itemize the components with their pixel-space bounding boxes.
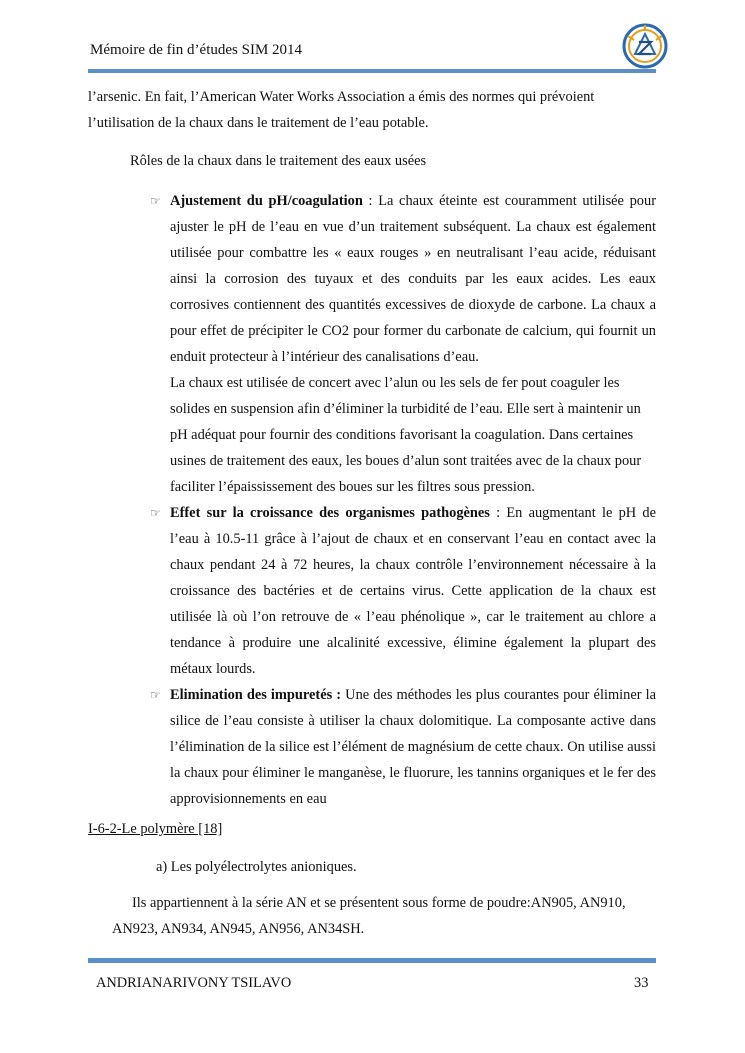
footer-author: ANDRIANARIVONY TSILAVO: [96, 975, 292, 991]
pointing-hand-icon: ☞: [150, 506, 161, 520]
section-heading: I-6-2-Le polymère [18]: [88, 821, 223, 837]
last-paragraph-line-2: AN923, AN934, AN945, AN956, AN34SH.: [112, 921, 365, 937]
bullet-title: Elimination des impuretés :: [170, 687, 342, 703]
header-rule: [88, 69, 656, 73]
pointing-hand-icon: ☞: [150, 194, 161, 208]
list-item: [88, 682, 656, 812]
bullet-title: Ajustement du pH/coagulation: [170, 193, 363, 209]
bullet-text: Une des méthodes les plus courantes pour éliminer la silice de l’eau consiste à utiliser la chaux dolomitique. La composante active dans l’élimination de la silice est l’élément de magnésium de cette chaux. On utilise aussi la chaux pour éliminer le manganèse, le fluorure, les tannins organiques et le fer des approvisionnements en eau: [170, 687, 656, 807]
sub-item: a) Les polyélectrolytes anioniques.: [156, 859, 357, 875]
page-number: 33: [634, 975, 649, 991]
bullet-text: : La chaux éteinte est couramment utilisée pour ajuster le pH de l’eau en vue d’un traitement subséquent. La chaux est également utilisée pour combattre les « eaux rouges » en neutralisant l’eau acide, réduisant ainsi la corrosion des tuyaux et des conduits par les eaux acides. Les eaux corrosives contiennent des quantités excessives de dioxyde de carbone. La chaux a pour effet de précipiter le CO2 pour former du carbonate de calcium, qui fournit un enduit protecteur à l’intérieur des canalisations d’eau.: [170, 193, 656, 365]
intro-line-2: l’utilisation de la chaux dans le traitement de l’eau potable.: [88, 115, 429, 131]
footer-rule: [88, 958, 656, 963]
last-paragraph: [88, 890, 656, 942]
school-logo: [620, 22, 670, 70]
last-paragraph-line-1: Ils appartiennent à la série AN et se présentent sous forme de poudre:AN905, AN910,: [132, 895, 626, 911]
list-item: [88, 188, 656, 500]
bullet-text-continued: La chaux est utilisée de concert avec l’alun ou les sels de fer pout coaguler les solides en suspension afin d’éliminer la turbidité de l’eau. Elle sert à maintenir un pH adéquat pour fournir des conditions favorisant la coagulation. Dans certaines usines de traitement des eaux, les boues d’alun sont traitées avec de la chaux pour faciliter l’épaississement des boues sur les filtres sous pression.: [170, 375, 642, 495]
bullet-title: Effet sur la croissance des organismes pathogènes: [170, 505, 490, 521]
page-content: [88, 84, 656, 942]
pointing-hand-icon: ☞: [150, 688, 161, 702]
list-item: [88, 500, 656, 682]
header-title: Mémoire de fin d’études SIM 2014: [90, 42, 303, 58]
roles-list: [88, 188, 656, 812]
bullet-text: : En augmentant le pH de l’eau à 10.5-11 grâce à l’ajout de chaux et en conservant l’eau en contact avec la chaux pendant 24 à 72 heures, la chaux contrôle l’environnement nécessaire à la croissance des bactéries et de certains virus. Cette application de la chaux est utilisée là où l’on retrouve de « l’eau phénolique », car le traitement au chlore a tendance à produire une alcalinité excessive, élimine également la plupart des métaux lourds.: [170, 505, 657, 677]
roles-heading: Rôles de la chaux dans le traitement des eaux usées: [130, 153, 427, 169]
intro-line-1: l’arsenic. En fait, l’American Water Works Association a émis des normes qui prévoient: [88, 89, 595, 105]
